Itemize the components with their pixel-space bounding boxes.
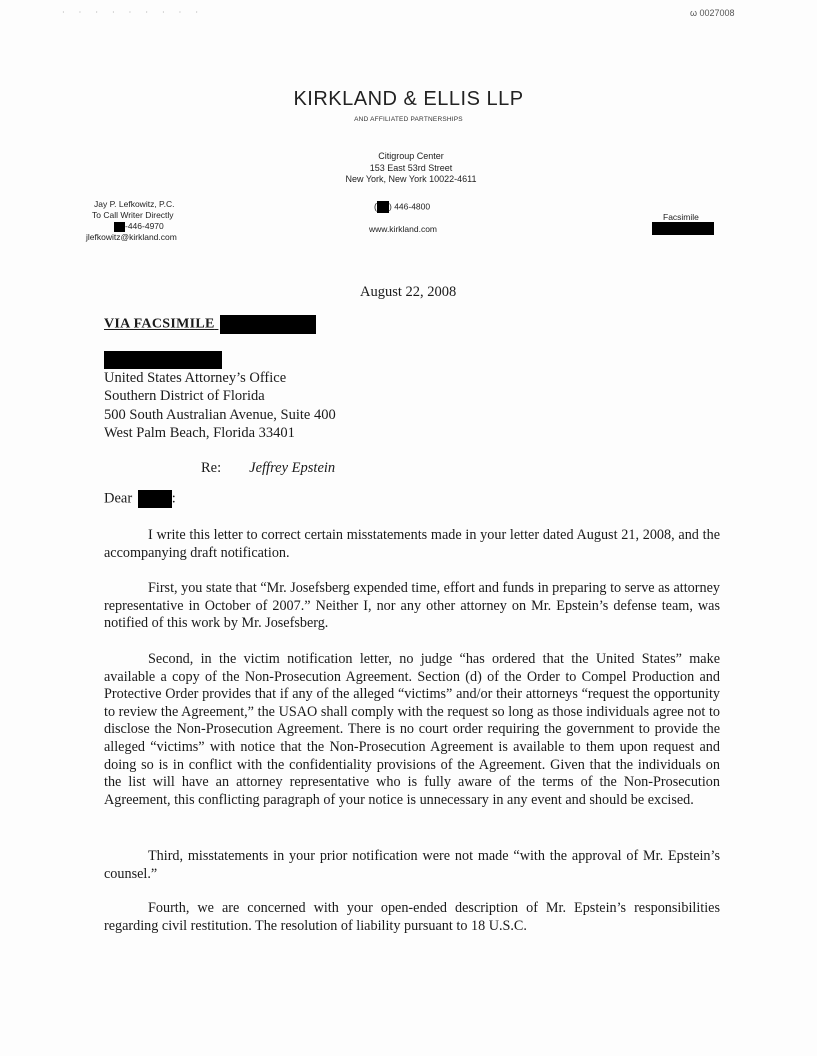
body-paragraph: I write this letter to correct certain misstatements made in your letter dated August 21, 2008, and the accompanying draft notification. [104, 527, 720, 561]
body-paragraph: Third, misstatements in your prior notification were not made “with the approval of Mr. Epstein’s counsel.” [104, 848, 720, 882]
body-paragraph: Second, in the victim notification letter, no judge “has ordered that the United States” make available a copy of the Non-Prosecution Agreement. Section (d) of the Order to Compel Production and Protective Order provides that if any of the alleged “victims” and/or their attorneys “request the opportunity to review the Agreement,” the USAO shall comply with the request so long as those individuals agree not to disclose the Non-Prosecution Agreement. There is no court order requiring the government to provide the alleged “victims” with notice that the Non-Prosecution Agreement is available to them upon request and doing so is in conflict with the confidentiality provisions of the Agreement. Given that the individuals on the list will have an attorney representative who is fully aware of the terms of the Non-Prosecution Agreement, this conflicting paragraph of your notice is unnecessary in any event and should be excised. [104, 651, 720, 808]
recipient-line: United States Attorney’s Office [104, 369, 287, 386]
page-number: ω 0027008 [690, 8, 735, 18]
redaction [377, 201, 389, 213]
writer-info [86, 199, 177, 243]
via-label: VIA FACSIMILE [104, 316, 215, 332]
letter-date: August 22, 2008 [360, 284, 457, 300]
address-line: New York, New York 10022-4611 [345, 174, 477, 184]
body-paragraph: Fourth, we are concerned with your open-ended description of Mr. Epstein’s responsibilities regarding civil restitution. The resolution of liability pursuant to 18 U.S.C. [104, 900, 720, 934]
facsimile-label: Facsimile [663, 212, 699, 222]
redaction [114, 222, 125, 232]
redaction [220, 315, 316, 334]
firm-name: KIRKLAND & ELLIS LLP [293, 88, 524, 110]
body-paragraph: First, you state that “Mr. Josefsberg expended time, effort and funds in preparing to serve as attorney representative in October of 2007.” Neither I, nor any other attorney on Mr. Epstein’s defense team, was notified of this work by Mr. Josefsberg. [104, 580, 720, 632]
firm-website: www.kirkland.com [369, 224, 438, 234]
re-line [201, 460, 335, 477]
facsimile-block [660, 212, 714, 235]
recipient-block [104, 350, 336, 443]
recipient-line: Southern District of Florida [104, 388, 265, 405]
salutation [104, 490, 176, 508]
writer-name: Jay P. Lefkowitz, P.C. [94, 199, 175, 209]
firm-phone: ( ) 446-4800 [374, 201, 431, 212]
writer-direct-phone: -446-4970 [125, 221, 164, 231]
address-line: Citigroup Center [378, 151, 444, 161]
delivery-method [104, 315, 316, 334]
recipient-line: West Palm Beach, Florida 33401 [104, 425, 295, 442]
firm-phone-number: ) 446-4800 [389, 201, 431, 212]
redaction [652, 222, 714, 235]
recipient-line: 500 South Australian Avenue, Suite 400 [104, 406, 336, 423]
re-label: Re: [201, 460, 222, 476]
writer-email: jlefkowitz@kirkland.com [86, 232, 177, 242]
redaction [104, 351, 222, 369]
firm-address [0, 151, 817, 186]
firm-subtitle: AND AFFILIATED PARTNERSHIPS [354, 116, 463, 123]
salutation-colon: : [171, 490, 176, 507]
redaction [138, 490, 172, 508]
writer-direct-label: To Call Writer Directly [92, 210, 174, 220]
salutation-text: Dear [104, 490, 133, 507]
re-subject: Jeffrey Epstein [249, 460, 336, 476]
scan-noise: · · · · · · · · · [62, 8, 204, 17]
address-line: 153 East 53rd Street [369, 162, 453, 173]
